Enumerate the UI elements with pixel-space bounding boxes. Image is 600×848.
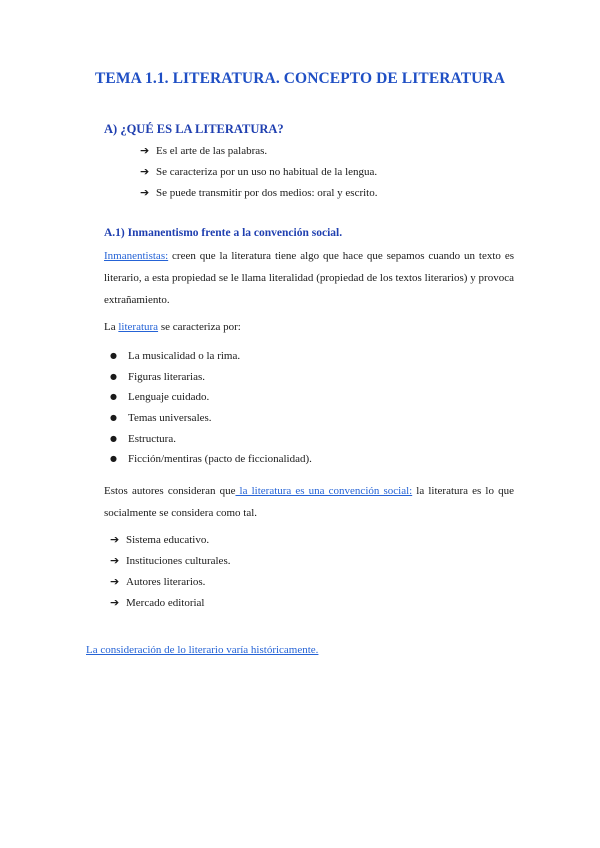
- historical-consideration-link[interactable]: La consideración de lo literario varía históricamente.: [86, 644, 319, 656]
- list-item: ● Estructura.: [110, 429, 312, 450]
- list-item: ● Temas universales.: [110, 408, 312, 429]
- institutions-list: [110, 529, 230, 613]
- characteristics-list: [110, 346, 312, 470]
- arrow-icon: ➔: [110, 533, 120, 546]
- list-item: ➔ Se caracteriza por un uso no habitual de la lengua.: [140, 161, 377, 182]
- definition-list: [140, 140, 377, 203]
- arrow-icon: ➔: [140, 186, 150, 199]
- list-item: ➔ Sistema educativo.: [110, 529, 230, 550]
- list-item: ➔ Autores literarios.: [110, 571, 230, 592]
- list-item: ● Lenguaje cuidado.: [110, 387, 312, 408]
- bullet-icon: ●: [110, 433, 117, 443]
- arrow-icon: ➔: [110, 575, 120, 588]
- arrow-icon: ➔: [140, 144, 150, 157]
- list-item: ● La musicalidad o la rima.: [110, 346, 312, 367]
- arrow-icon: ➔: [110, 554, 120, 567]
- list-item: ● Figuras literarias.: [110, 367, 312, 388]
- arrow-icon: ➔: [110, 596, 120, 609]
- bullet-icon: ●: [110, 371, 117, 381]
- literatura-link[interactable]: literatura: [118, 321, 159, 333]
- list-item: ➔ Se puede transmitir por dos medios: oral y escrito.: [140, 182, 377, 203]
- list-item: ➔ Es el arte de las palabras.: [140, 140, 377, 161]
- bullet-icon: ●: [110, 454, 117, 464]
- list-item: ● Ficción/mentiras (pacto de ficcionalidad).: [110, 449, 312, 470]
- section-a-heading: A) ¿QUÉ ES LA LITERATURA?: [104, 122, 284, 136]
- section-a1-heading: A.1) Inmanentismo frente a la convención social.: [104, 227, 343, 239]
- list-item: ➔ Instituciones culturales.: [110, 550, 230, 571]
- bullet-icon: ●: [110, 351, 117, 360]
- arrow-icon: ➔: [140, 165, 150, 178]
- paragraph-literatura: La literatura se caracteriza por:: [104, 321, 241, 333]
- list-item: ➔ Mercado editorial: [110, 592, 230, 613]
- paragraph-convencion: Estos autores consideran que la literatura es una convención social: la literatura es lo que socialmente se considera como tal.: [104, 485, 514, 519]
- bullet-icon: ●: [110, 392, 117, 402]
- inmanentistas-link[interactable]: Inmanentistas:: [104, 250, 169, 262]
- bullet-icon: ●: [110, 413, 117, 423]
- convencion-social-link[interactable]: la literatura es una convención social:: [235, 485, 413, 497]
- page-title: TEMA 1.1. LITERATURA. CONCEPTO DE LITERATURA: [94, 70, 506, 87]
- paragraph-inmanentistas: Inmanentistas: creen que la literatura tiene algo que hace que sepamos cuando un texto es literario, a esta propiedad se le llama literalidad (propiedad de los textos literarios) y provoca extrañamiento.: [104, 250, 514, 306]
